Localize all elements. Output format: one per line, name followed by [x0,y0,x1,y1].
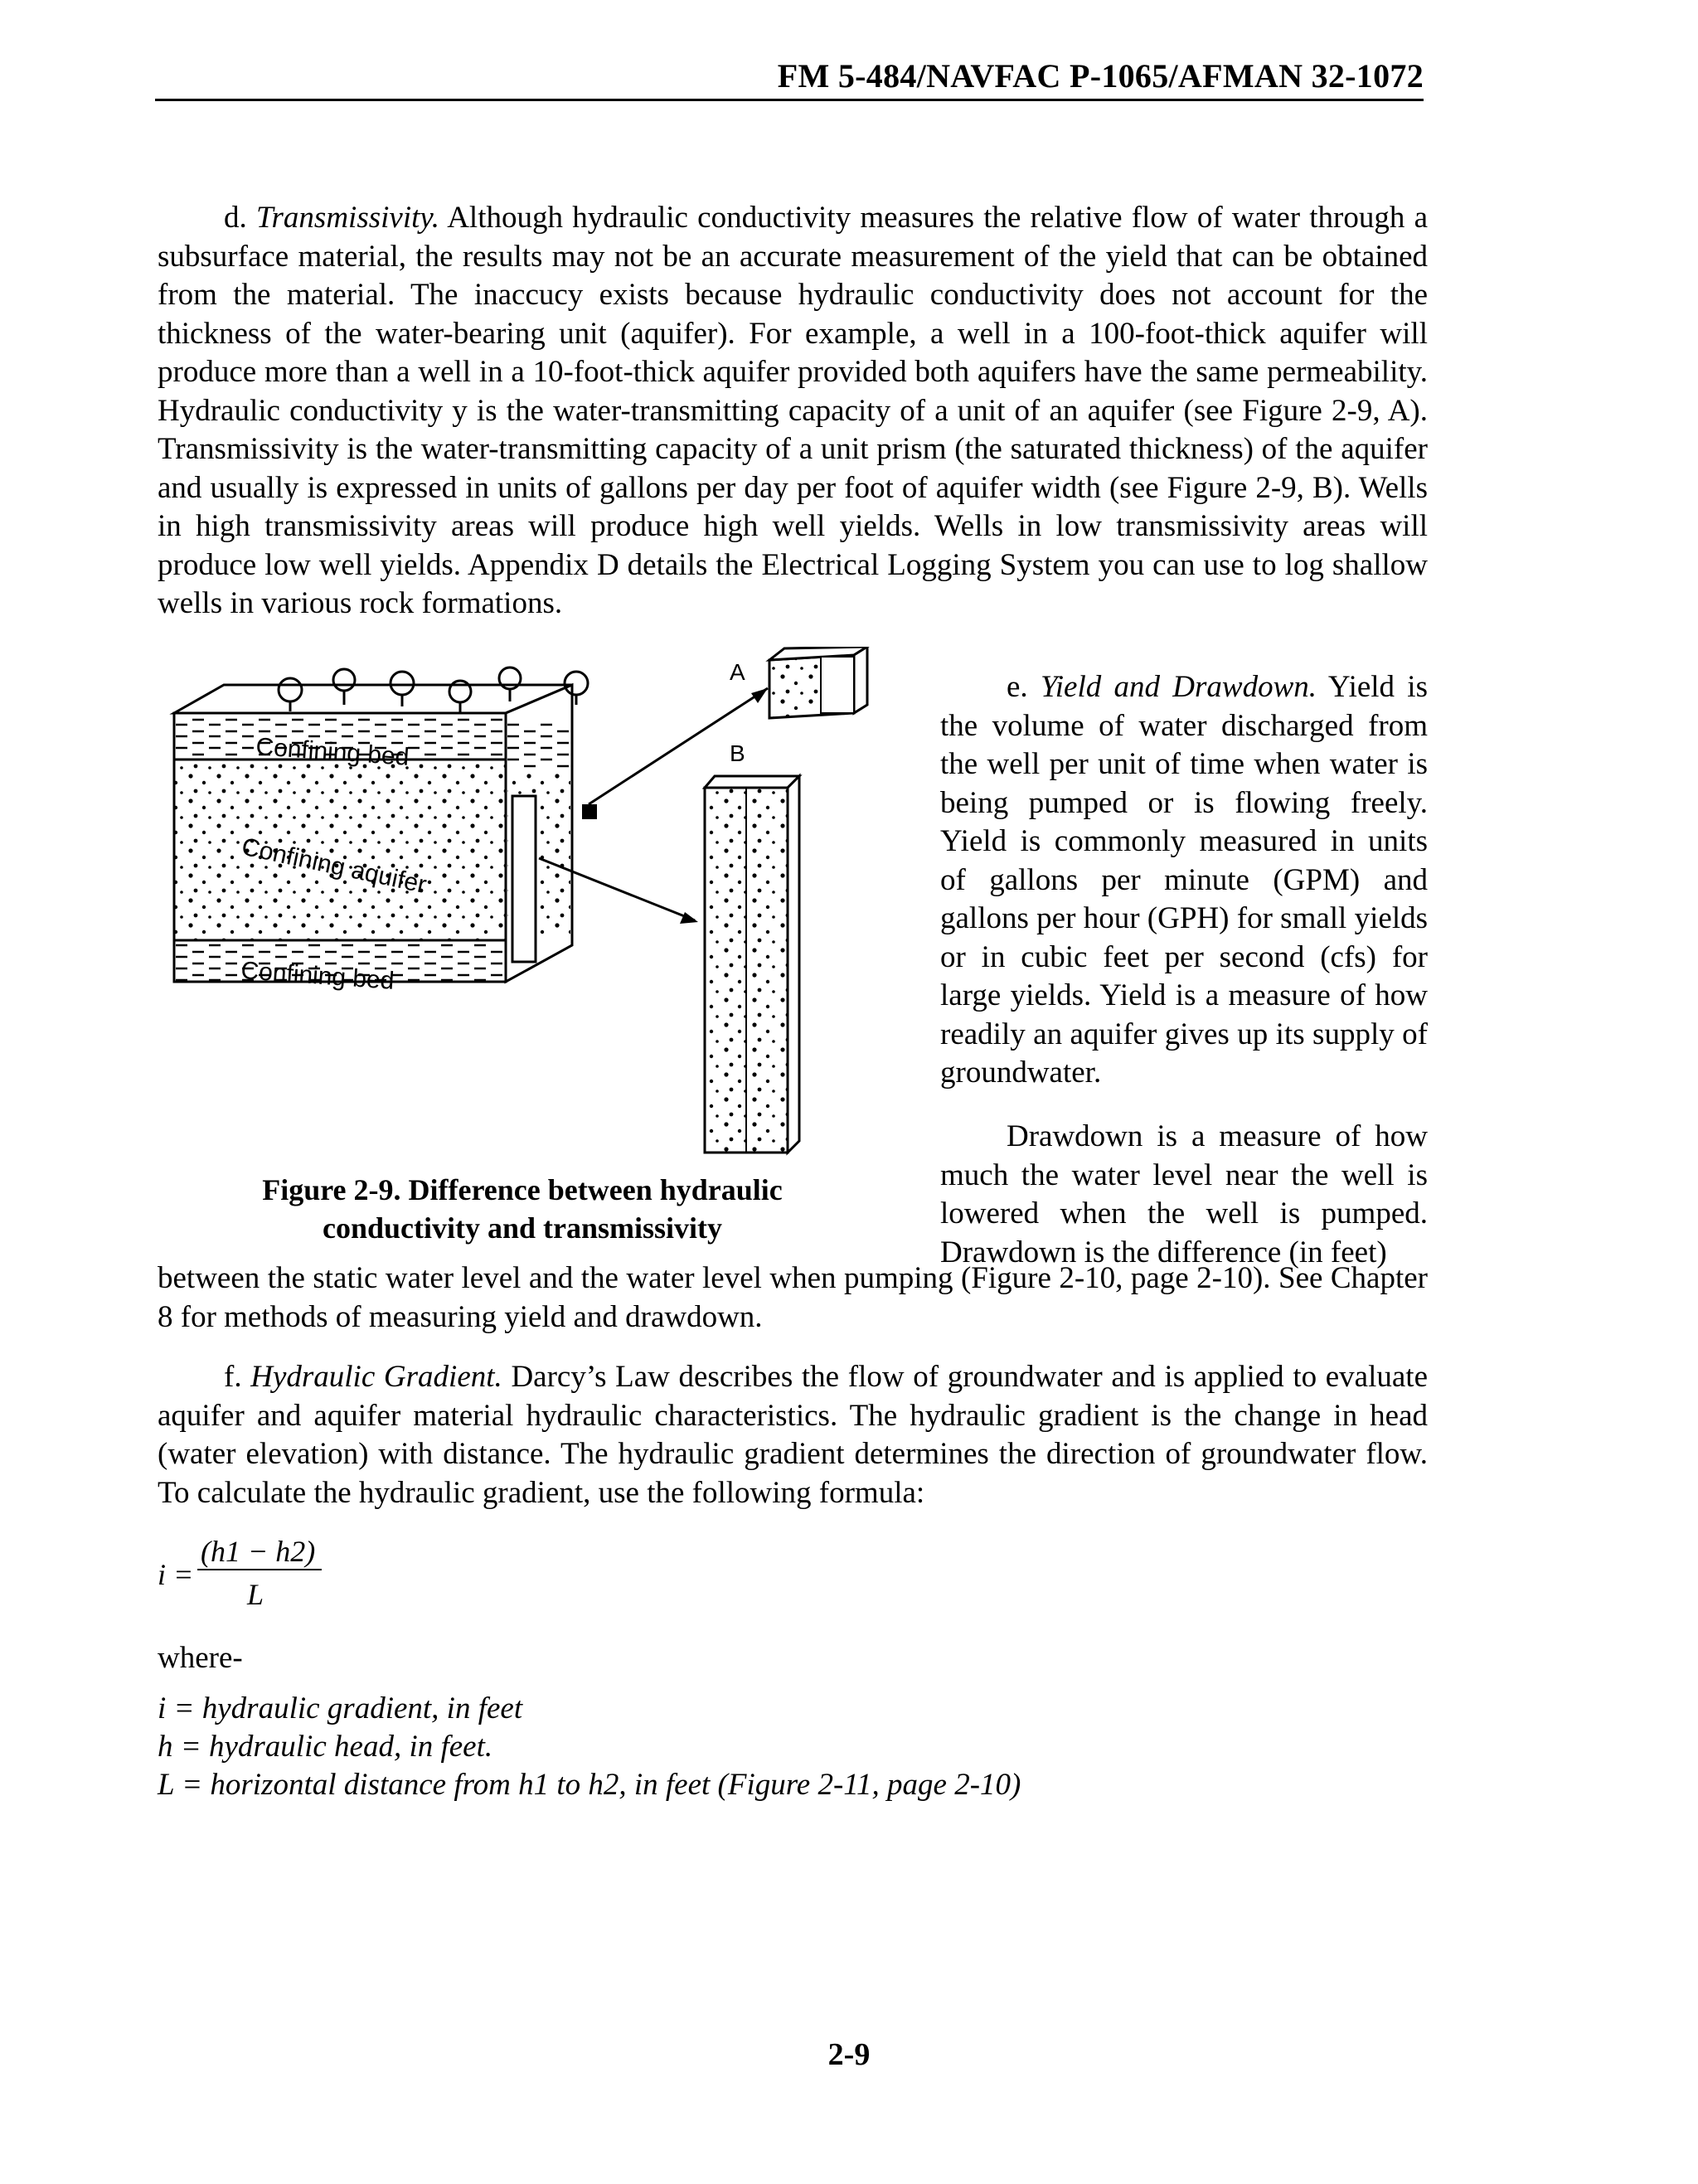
section-e-text: Yield is the volume of water discharged from the well per unit of time when water is being pumped or is flowing freely. Yield is commonly measured in units of gallons per minute (GPM) and gallons per hour (GPH) for small yields or in cubic feet per second (cfs) for large yields. Yield is a measure of how readily an aquifer gives up its supply of groundwater. [940,670,1428,1090]
paragraph-drawdown-continued [158,1259,1428,1337]
section-d-text: Although hydraulic conductivity measures the relative flow of water through a subsurface material, the results may not be an accurate measurement of the yield that can be obtained from the material. The inaccucy exists because hydraulic conductivity does not account for the thickness of the water-bearing unit (aquifer). For example, a well in a 100-foot-thick aquifer will produce more than a well in a 10-foot-thick aquifer provided both aquifers have the same permeability. Hydraulic conductivity y is the water-transmitting capacity of a unit of an aquifer (see Figure 2-9, A). Transmissivity is the water-transmitting capacity of a unit prism (the saturated thickness) of the aquifer and usually is expressed in units of gallons per day per foot of aquifer width (see Figure 2-9, B). Wells in high transmissivity areas will produce high well yields. Wells in low transmissivity areas will produce low well yields. Appendix D details the Electrical Logging System you can use to log shallow wells in various rock formations. [158,201,1429,620]
label-confining-bed-top: Confining bed [255,733,410,771]
label-confining-bed-bottom: Confining bed [240,957,395,995]
unit-cube-a [769,647,867,718]
section-d-prefix: d. [224,201,256,235]
figure-2-9 [158,647,887,1177]
section-d-label: Transmissivity. [255,201,440,235]
paragraph-transmissivity [158,199,1428,624]
paragraph-drawdown [940,1118,1428,1272]
section-e-label: Yield and Drawdown. [1040,670,1317,704]
paragraph-hydraulic-gradient [158,1358,1428,1512]
caption-line-1: Figure 2-9. Difference between hydraulic [262,1173,783,1206]
aquifer-block [174,685,597,982]
page-header [155,51,1424,101]
page-number: 2-9 [827,2037,871,2072]
formula-lhs: i = [158,1558,194,1591]
fraction-bar [197,1569,322,1570]
caption-line-2: conductivity and transmissivity [322,1211,723,1245]
label-confining-aquifer: Confining aquifer [239,832,429,900]
label-b: B [730,740,745,766]
where-label: where- [158,1641,243,1675]
drawdown-text: Drawdown is a measure of how much the water level near the well is lowered when the well is pumped. Drawdown is the difference (in feet) [940,1119,1428,1269]
definition-l: L = horizontal distance from h1 to h2, in feet (Figure 2-11, page 2-10) [158,1768,1021,1802]
document-title: FM 5-484/NAVFAC P-1065/AFMAN 32-1072 [777,57,1424,95]
definition-i: i = hydraulic gradient, in feet [158,1691,523,1725]
drawdown-continued-text: between the static water level and the water level when pumping (Figure 2-10, page 2-10). See Chapter 8 for methods of measuring yield and drawdown. [158,1261,1428,1334]
section-f-label: Hydraulic Gradient. [250,1360,502,1394]
unit-prism-b [705,776,799,1153]
hydraulic-gradient-formula [158,1534,373,1625]
header-rule [155,99,1424,101]
definitions-list [158,1690,1021,1804]
formula-denominator: L [247,1578,264,1611]
section-e-prefix: e. [1007,670,1041,704]
section-f-prefix: f. [224,1360,251,1394]
definition-h: h = hydraulic head, in feet. [158,1730,493,1764]
formula-numerator: (h1 − h2) [201,1535,316,1568]
block-diagram [158,647,887,1177]
label-a: A [730,659,745,685]
figure-caption [158,1171,887,1247]
paragraph-yield [940,668,1428,1093]
section-f-text: Darcy’s Law describes the flow of groundwater and is applied to evaluate aquifer and aquifer material hydraulic characteristics. The hydraulic gradient is the change in head (water elevation) with distance. The hydraulic gradient determines the direction of groundwater flow. To calculate the hydraulic gradient, use the following formula: [158,1360,1429,1510]
